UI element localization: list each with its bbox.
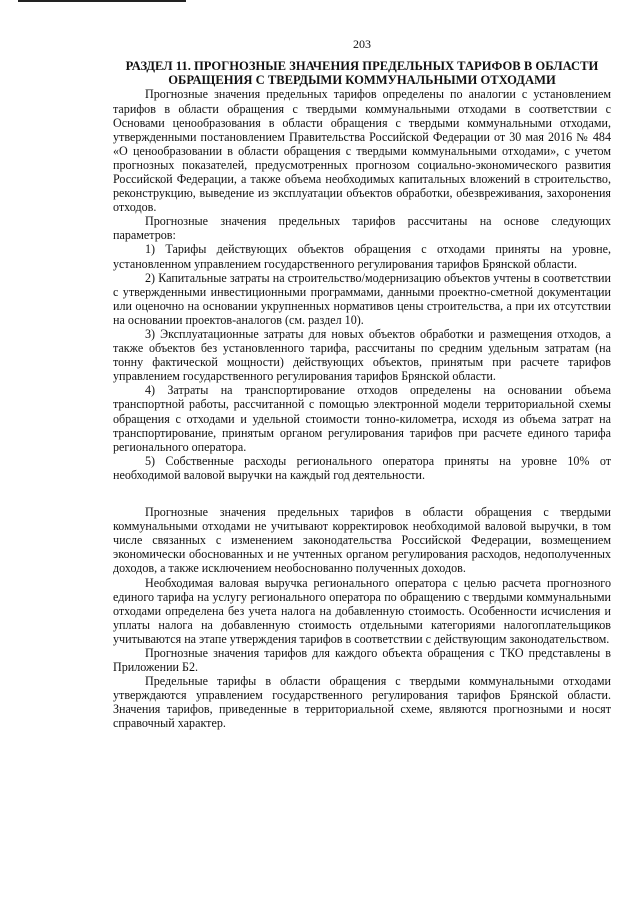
paragraph: Прогнозные значения предельных тарифов в области обращения с твердыми коммунальными отходами не учитывают корректировок необходимой валовой выручки, в том числе связанных с изменением законодательства Российской Федерации, возмещением экономически обоснованных и не учтенных органом регулирования расходов, недополученных доходов, а также исключением необоснованно полученных доходов. (113, 505, 611, 576)
paragraph: Прогнозные значения предельных тарифов определены по аналогии с установлением тарифов в области обращения с твердыми коммунальными отходами в соответствии с Основами ценообразования в области обращения с твердыми коммунальными отходами, утвержденными постановлением Правительства Российской Федерации от 30 мая 2016 № 484 «О ценообразовании в области обращения с твердыми коммунальными отходами», с учетом прогнозных показателей, предусмотренных прогнозом социально-экономического развития Российской Федерации, а также объема необходимых капитальных вложений в строительство, реконструкцию, выведение из эксплуатации объектов обработки, обезвреживания, захоронения отходов. (113, 87, 611, 215)
top-rule-line (18, 0, 186, 2)
list-item: 3) Эксплуатационные затраты для новых объектов обработки и размещения отходов, а также объектов без установленного тарифа, рассчитаны по средним удельным затратам (на тонну фактической мощности) действующих объектов, принятым при расчете тарифов управлением государственного регулирования тарифов Брянской области. (113, 327, 611, 384)
page-number: 203 (353, 37, 371, 51)
paragraph: Необходимая валовая выручка регионального оператора с целью расчета прогнозного единого тарифа на услугу регионального оператора по обращению с твердыми коммунальными отходами определена без учета налога на добавленную стоимость. Особенности исчисления и уплаты налога на добавленную стоимость отдельными категориями налогоплательщиков учитываются на этапе утверждения тарифов в соответствии с действующим законодательством. (113, 575, 611, 646)
document-page (113, 37, 611, 731)
section-title-line-1: РАЗДЕЛ 11. ПРОГНОЗНЫЕ ЗНАЧЕНИЯ ПРЕДЕЛЬНЫХ ТАРИФОВ В ОБЛАСТИ (125, 59, 599, 73)
paragraph-gap (113, 482, 611, 505)
section-title-line-2: ОБРАЩЕНИЯ С ТВЕРДЫМИ КОММУНАЛЬНЫМИ ОТХОДАМИ (168, 73, 556, 88)
list-item: 2) Капитальные затраты на строительство/модернизацию объектов учтены в соответствии с утвержденными инвестиционными программами, данными проектно-сметной документации или оценочно на основании укрупненных нормативов цены строительства, а при их отсутствии на основании проектов-аналогов (см. раздел 10). (113, 270, 611, 327)
paragraph: Прогнозные значения тарифов для каждого объекта обращения с ТКО представлены в Приложении Б2. (113, 645, 611, 675)
list-item: 4) Затраты на транспортирование отходов определены на основании объема транспортной работы, рассчитанной с помощью электронной модели территориальной схемы обращения с отходами и удельной стоимости тонно-километра, исходя из объема затрат на транспортирование, принятым органом регулирования тарифов при расчете единого тарифа регионального оператора. (113, 383, 611, 454)
paragraph: Предельные тарифы в области обращения с твердыми коммунальными отходами утверждаются управлением государственного регулирования тарифов Брянской области. Значения тарифов, приведенные в территориальной схеме, являются прогнозными и носят справочный характер. (113, 674, 611, 731)
list-item: 5) Собственные расходы регионального оператора приняты на уровне 10% от необходимой валовой выручки на каждый год деятельности. (113, 453, 611, 482)
paragraph: Прогнозные значения предельных тарифов рассчитаны на основе следующих параметров: (113, 214, 611, 243)
list-item: 1) Тарифы действующих объектов обращения с отходами приняты на уровне, установленном управлением государственного регулирования тарифов Брянской области. (113, 242, 611, 271)
